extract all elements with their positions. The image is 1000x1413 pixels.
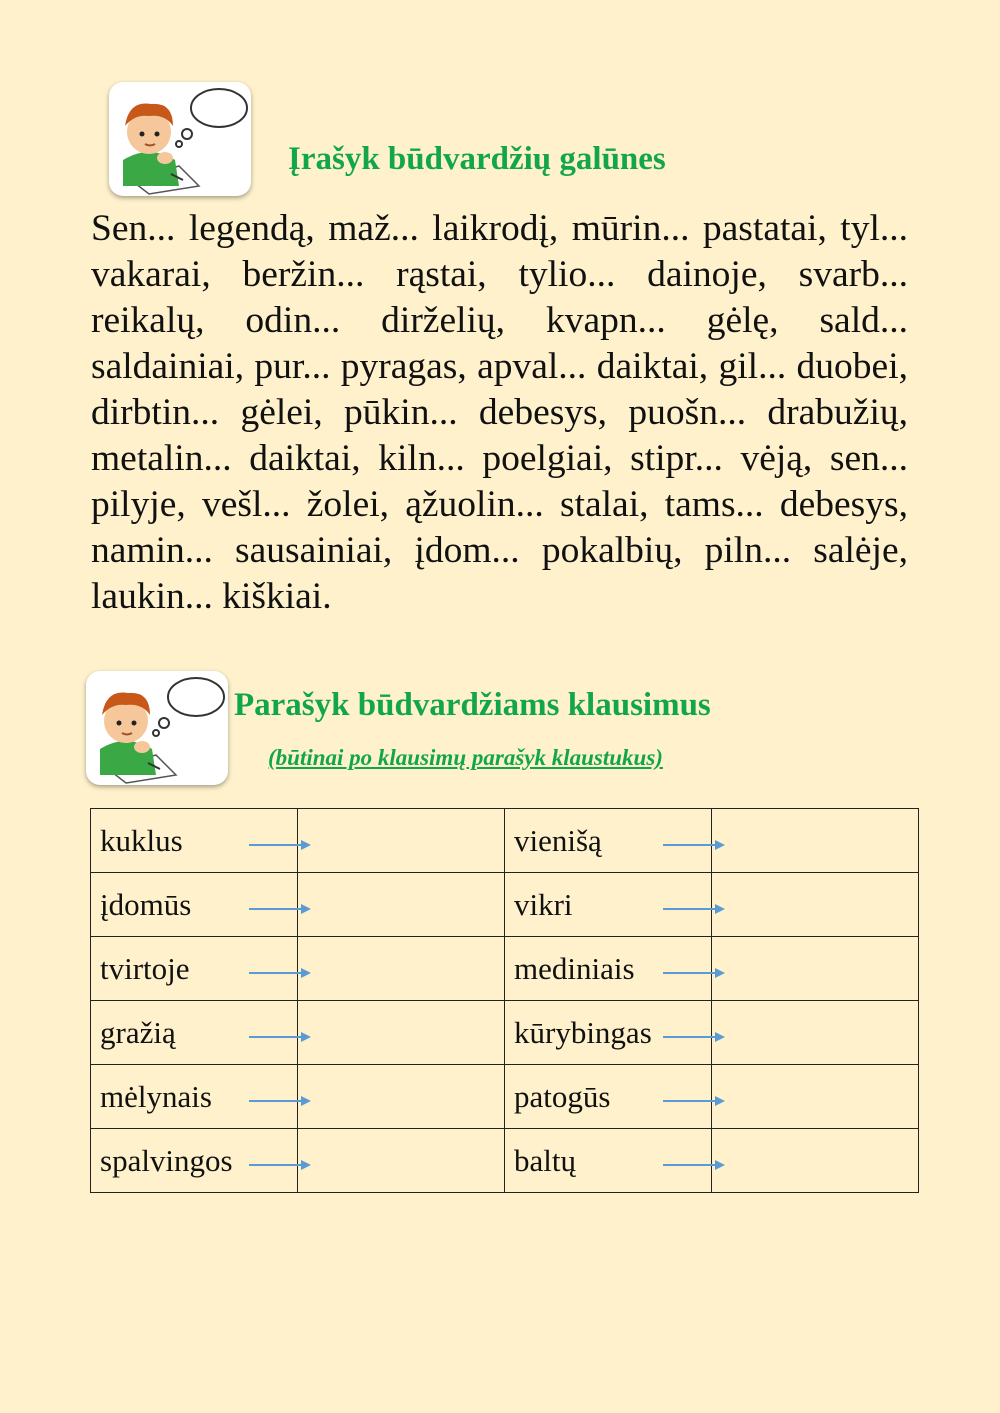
adjective-cell [91,937,298,1001]
table-row [91,1065,919,1129]
adjective-word: įdomūs [100,886,192,922]
adjective-cell [91,1001,298,1065]
adjective-word: mediniais [514,950,635,986]
adjective-cell [505,809,712,873]
boy-writing-thinking-icon [86,671,228,785]
answer-cell[interactable] [712,1065,919,1129]
table-row [91,873,919,937]
table-row [91,1129,919,1193]
answer-cell[interactable] [298,937,505,1001]
adjective-cell [91,1065,298,1129]
adjective-word: mėlynais [100,1078,212,1114]
adjective-cell [505,873,712,937]
table-row [91,809,919,873]
section1-title: Įrašyk būdvardžių galūnes [288,141,666,177]
fill-in-endings-text: Sen... legendą, maž... laikrodį, mūrin... pastatai, tyl... vakarai, beržin... rąstai, tylio... dainoje, svarb... reikalų, odin... dirželių, kvapn... gėlę, sald... saldainiai, pur... pyragas, apval... daiktai, gil... duobei, dirbtin... gėlei, pūkin... debesys, puošn... drabužių, metalin... daiktai, kiln... poelgiai, stipr... vėją, sen... pilyje, vešl... žolei, ąžuolin... stalai, tams... debesys, namin... sausainiai, įdom... pokalbių, piln... salėje, laukin... kiškiai. [91,208,908,617]
boy-illustration [86,671,228,785]
answer-cell[interactable] [712,937,919,1001]
adjective-word: tvirtoje [100,950,190,986]
boy-writing-thinking-icon [109,82,251,196]
answer-cell[interactable] [298,1001,505,1065]
answer-cell[interactable] [298,1065,505,1129]
adjective-word: gražią [100,1014,176,1050]
adjective-word: kūrybingas [514,1014,652,1050]
boy-illustration [109,82,251,196]
adjective-cell [91,809,298,873]
adjective-word: baltų [514,1142,576,1178]
adjective-word: spalvingos [100,1142,233,1178]
answer-cell[interactable] [298,809,505,873]
answer-cell[interactable] [712,873,919,937]
answer-cell[interactable] [712,809,919,873]
answer-cell[interactable] [712,1129,919,1193]
adjective-cell [505,1129,712,1193]
questions-table [90,808,919,1193]
adjective-word: kuklus [100,822,183,858]
answer-cell[interactable] [712,1001,919,1065]
adjective-word: patogūs [514,1078,611,1114]
section2-title: Parašyk būdvardžiams klausimus [234,687,711,723]
adjective-word: vikri [514,886,573,922]
section2-subtitle: (būtinai po klausimų parašyk klaustukus) [268,745,663,770]
table-row [91,1001,919,1065]
adjective-cell [505,1065,712,1129]
table-row [91,937,919,1001]
answer-cell[interactable] [298,1129,505,1193]
adjective-cell [505,1001,712,1065]
adjective-cell [91,1129,298,1193]
adjective-cell [505,937,712,1001]
adjective-cell [91,873,298,937]
answer-cell[interactable] [298,873,505,937]
adjective-word: vienišą [514,822,602,858]
